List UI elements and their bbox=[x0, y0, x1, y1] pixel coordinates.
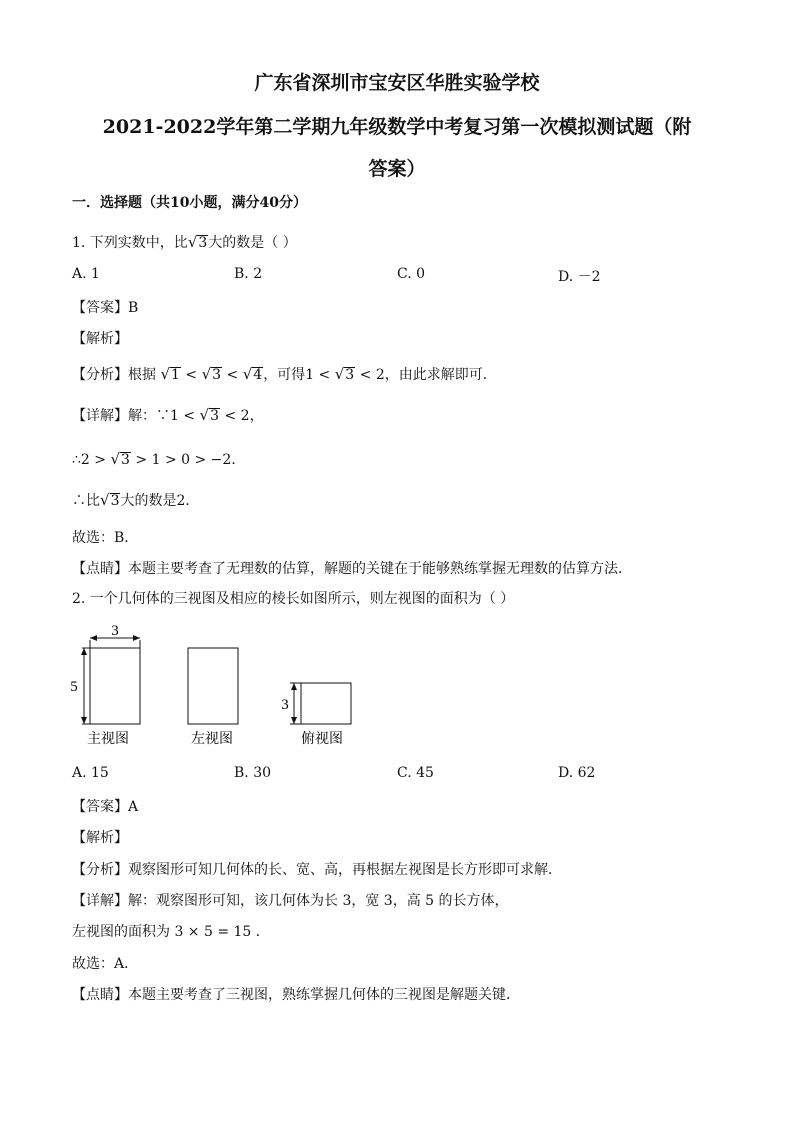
q1-line-therefore-2 bbox=[72, 490, 199, 510]
l2-a: 2 > bbox=[80, 452, 107, 468]
xiangjie-tag: 【详解】 bbox=[72, 408, 128, 424]
xiangjie-text: 解：观察图形可知，该几何体为长 3，宽 3，高 5 的长方体， bbox=[128, 893, 509, 909]
answer-value: A bbox=[128, 799, 139, 815]
q1-option-c: C. 0 bbox=[397, 266, 426, 282]
fenxi-pre: 根据 bbox=[128, 367, 156, 383]
radicand-3: 3 bbox=[210, 408, 220, 424]
radicand-3b: 3 bbox=[345, 367, 355, 383]
xj-a: 1 < bbox=[170, 408, 196, 424]
dianjing-tag: 【点睛】 bbox=[72, 987, 128, 1003]
q1-dianjing bbox=[72, 558, 632, 578]
xj-post: ， bbox=[249, 408, 264, 424]
radicand-4: 4 bbox=[253, 367, 263, 383]
q2-dianjing bbox=[72, 984, 520, 1004]
q1-stem-post: 大的数是（ ） bbox=[208, 235, 297, 251]
q1-option-a: A. 1 bbox=[72, 266, 100, 282]
dianjing-tag: 【点睛】 bbox=[72, 561, 128, 577]
dianjing-text: 本题主要考查了无理数的估算，解题的关键在于能够熟练掌握无理数的估算方法． bbox=[128, 561, 632, 577]
caption-top-view: 俯视图 bbox=[301, 732, 343, 747]
q2-stem: 2. 一个几何体的三视图及相应的棱长如图所示，则左视图的面积为（ ） bbox=[72, 591, 515, 607]
sqrt-symbol: √ bbox=[100, 491, 110, 509]
q2-option-b: B. 30 bbox=[234, 765, 272, 781]
xiangjie-pre: 解：∵ bbox=[128, 408, 170, 424]
q2-option-a: A. 15 bbox=[72, 765, 109, 781]
q1-answer bbox=[72, 297, 138, 317]
dim-top-label: 3 bbox=[111, 623, 119, 639]
radicand-3: 3 bbox=[110, 493, 120, 509]
fenxi-tag: 【分析】 bbox=[72, 367, 128, 383]
l2-b: > 1 > 0 > −2 bbox=[135, 452, 232, 468]
radicand-3: 3 bbox=[212, 367, 222, 383]
fenxi-text: 观察图形可知几何体的长、宽、高，再根据左视图是长方形即可求解． bbox=[128, 862, 562, 878]
q1-analysis-tag: 【解析】 bbox=[72, 331, 128, 347]
answer-tag: 【答案】 bbox=[72, 799, 128, 815]
sqrt-symbol: √ bbox=[160, 365, 171, 383]
section-heading: 一．选择题（共10小题，满分40分） bbox=[72, 195, 307, 211]
fenxi-tag: 【分析】 bbox=[72, 862, 128, 878]
ineq-a: 1 < bbox=[305, 367, 331, 383]
sqrt-symbol: √ bbox=[201, 365, 212, 383]
q1-line-therefore-1 bbox=[72, 449, 245, 469]
therefore: ∴ bbox=[72, 452, 81, 468]
radicand-3: 3 bbox=[121, 452, 130, 468]
l2-post: ． bbox=[231, 452, 246, 468]
front-view bbox=[70, 623, 140, 747]
left-view bbox=[188, 648, 238, 747]
top-view bbox=[281, 683, 351, 747]
xiangjie-tag: 【详解】 bbox=[72, 893, 128, 909]
q2-choice: 故选：A． bbox=[72, 956, 139, 972]
fenxi-mid: ，可得 bbox=[263, 367, 306, 383]
caption-front-view: 主视图 bbox=[87, 732, 129, 747]
sqrt-symbol: √ bbox=[334, 365, 345, 383]
title-line-1: 广东省深圳市宝安区华胜实验学校 bbox=[254, 72, 540, 94]
q2-xiangjie bbox=[72, 890, 509, 910]
three-view-figure bbox=[60, 618, 360, 748]
lt-sign: < bbox=[185, 367, 198, 383]
title-line-2: 2021-2022学年第二学期九年级数学中考复习第一次模拟测试题（附 bbox=[102, 116, 692, 138]
q2-analysis-tag: 【解析】 bbox=[72, 830, 128, 846]
q1-fenxi bbox=[72, 364, 497, 384]
caption-left-view: 左视图 bbox=[191, 732, 233, 747]
q2-answer bbox=[72, 796, 138, 816]
sqrt-symbol: √ bbox=[110, 450, 121, 468]
xj-b: < 2 bbox=[224, 408, 250, 424]
q2-option-c: C. 45 bbox=[397, 765, 434, 781]
q1-xiangjie bbox=[72, 405, 264, 425]
q1-stem-pre: 1. 下列实数中，比 bbox=[72, 235, 188, 251]
fenxi-post: ，由此求解即可． bbox=[384, 367, 497, 383]
sqrt-symbol: √ bbox=[187, 233, 198, 251]
sqrt-symbol: √ bbox=[199, 406, 210, 424]
l3-pre: ∴比 bbox=[72, 493, 100, 509]
q1-option-d: D. －2 bbox=[558, 269, 601, 285]
q1-stem-radicand: 3 bbox=[198, 235, 208, 251]
answer-value: B bbox=[128, 300, 139, 316]
q1-choice: 故选：B． bbox=[72, 530, 139, 546]
title-line-3: 答案） bbox=[368, 158, 426, 180]
q2-fenxi bbox=[72, 859, 562, 879]
sqrt-symbol: √ bbox=[242, 365, 253, 383]
l3-post: 大的数是2． bbox=[120, 493, 200, 509]
q1-stem bbox=[72, 232, 297, 252]
dim-left-label: 5 bbox=[70, 679, 78, 695]
dim-side-label: 3 bbox=[281, 697, 289, 713]
q1-option-b: B. 2 bbox=[234, 266, 263, 282]
radicand-1: 1 bbox=[171, 367, 180, 383]
q2-area-line: 左视图的面积为 3 × 5 = 15 ． bbox=[72, 924, 270, 940]
dianjing-text: 本题主要考查了三视图，熟练掌握几何体的三视图是解题关键． bbox=[128, 987, 520, 1003]
lt-sign: < bbox=[226, 367, 239, 383]
ineq-b: < 2 bbox=[359, 367, 385, 383]
answer-tag: 【答案】 bbox=[72, 300, 128, 316]
q2-option-d: D. 62 bbox=[558, 765, 596, 781]
